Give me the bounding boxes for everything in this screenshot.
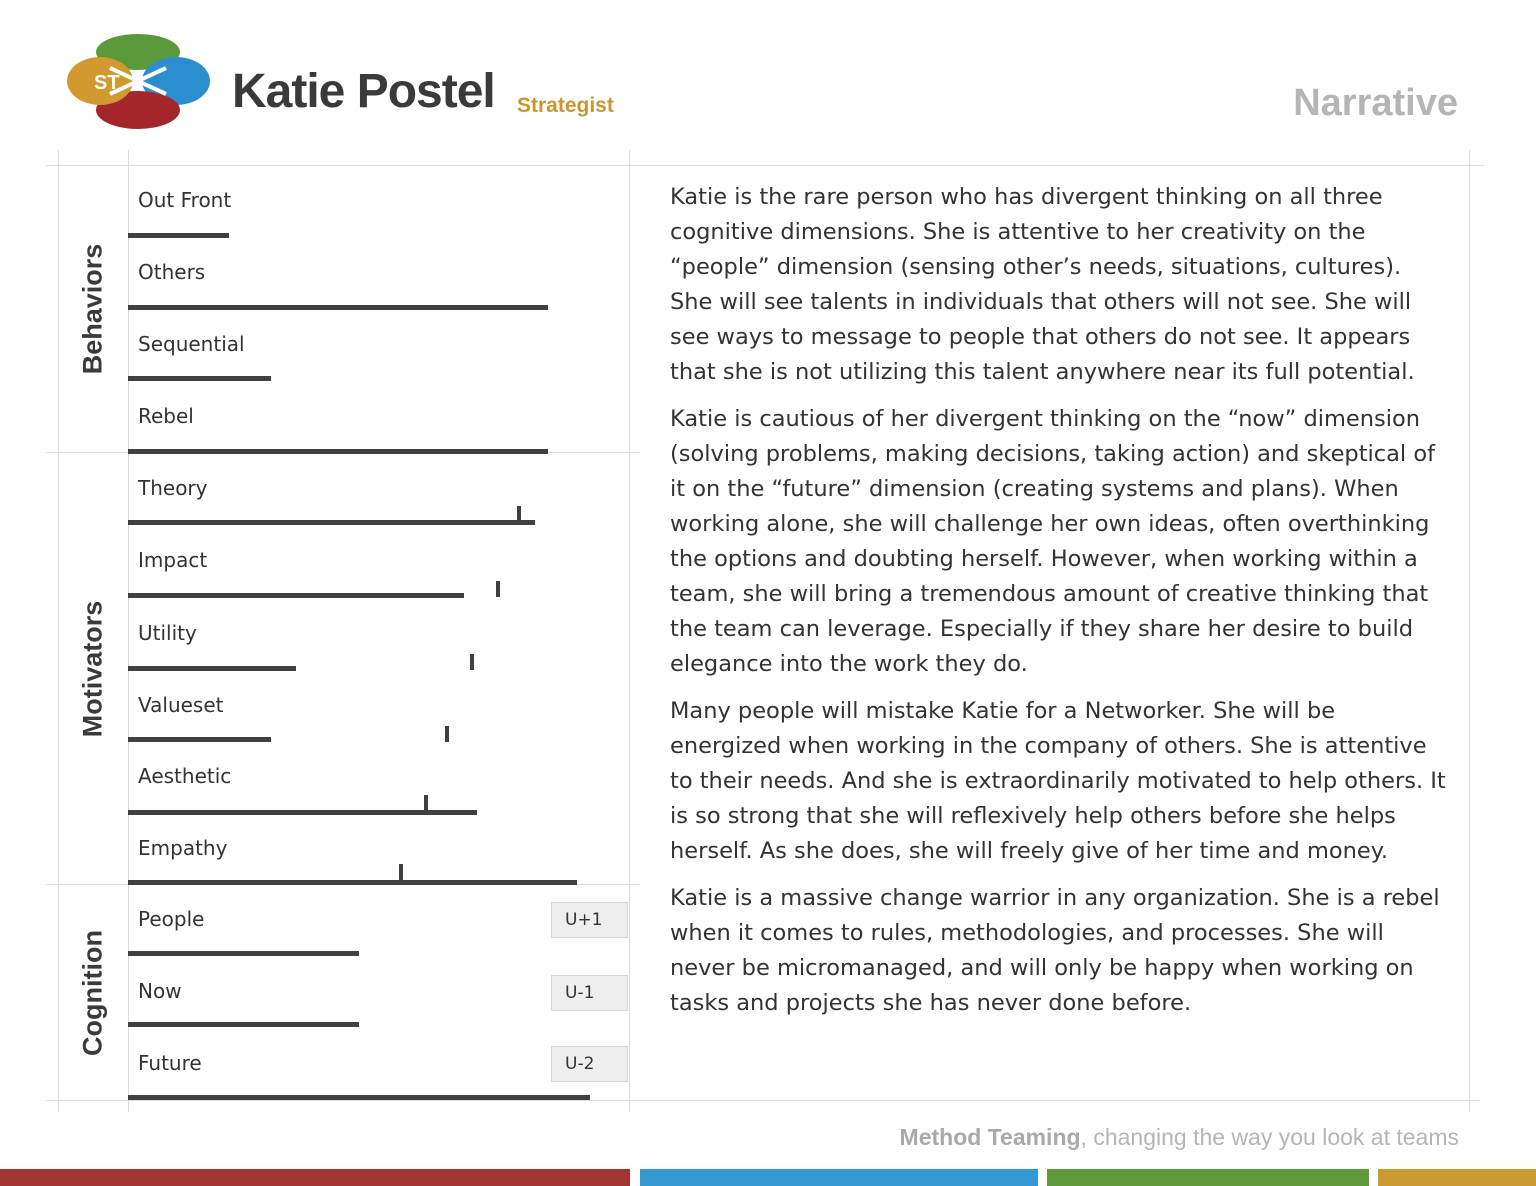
footer-tagline [900, 1124, 1459, 1151]
metric-bar [128, 233, 229, 238]
chart-column-border [629, 150, 630, 1112]
metric-marker [399, 864, 403, 880]
metric-bar [128, 880, 577, 885]
metric-bar [128, 951, 359, 956]
footer-stripe-blue [640, 1169, 1038, 1186]
footer-stripe-green [1047, 1169, 1369, 1186]
logo-text: ST [94, 72, 120, 94]
metric-marker [470, 654, 474, 670]
metric-bar [128, 376, 271, 381]
page-title: Narrative [1293, 82, 1458, 124]
metric-label-valueset: Valueset [138, 693, 224, 717]
metric-bar [128, 666, 296, 671]
metric-marker [445, 726, 449, 742]
metric-label-out-front: Out Front [138, 188, 232, 212]
section-label-cognition: Cognition [77, 930, 108, 1056]
left-border [58, 150, 59, 1112]
metric-label-utility: Utility [138, 621, 197, 645]
metric-label-rebel: Rebel [138, 404, 194, 428]
narrative-paragraph: Katie is cautious of her divergent thinking on the “now” dimension (solving problems, making decisions, taking action) and skeptical of it on the “future” dimension (creating systems and plans). When working alone, she will challenge her own ideas, often overthinking the options and doubting herself. However, when working within a team, she will bring a tremendous amount of creative thinking that the team can leverage. Especially if they share her desire to build elegance into the work they do. [670, 406, 1436, 677]
metric-bar [128, 737, 271, 742]
footer-brand: Method Teaming [899, 1124, 1081, 1150]
metric-label-now: Now [138, 979, 182, 1003]
person-name: Katie Postel [232, 65, 495, 118]
cognition-badge: U+1 [551, 902, 628, 938]
footer-stripe-gold [1378, 1169, 1536, 1186]
metric-marker [496, 581, 500, 597]
metric-label-others: Others [138, 260, 206, 284]
label-column-border [128, 150, 129, 1112]
metric-label-future: Future [138, 1051, 202, 1075]
section-label-behaviors: Behaviors [77, 243, 108, 375]
metric-bar [128, 593, 464, 598]
metric-marker [424, 795, 428, 811]
metric-label-empathy: Empathy [138, 836, 228, 860]
metric-bar [128, 1022, 359, 1027]
metric-bar [128, 449, 548, 454]
narrative-paragraph: Katie is a massive change warrior in any organization. She is a rebel when it comes to rules, methodologies, and processes. She will never be micromanaged, and will only be happy when working on tasks and projects she has never done before. [670, 885, 1440, 1016]
right-border [1469, 150, 1470, 1112]
top-divider [46, 165, 1484, 166]
cognition-badge: U-1 [551, 975, 628, 1011]
section-label-motivators: Motivators [77, 600, 108, 738]
narrative-paragraph: Katie is the rare person who has divergent thinking on all three cognitive dimensions. She is attentive to her creativity on the “people” dimension (sensing other’s needs, situations, cultures). She will see talents in individuals that others will not see. She will see ways to message to people that others do not see. It appears that she is not utilizing this talent anywhere near its full potential. [670, 184, 1415, 385]
st-logo [66, 32, 210, 130]
metric-label-theory: Theory [138, 476, 208, 500]
footer-tagline-text: , changing the way you look at teams [1080, 1124, 1459, 1150]
bottom-divider [46, 1100, 1480, 1101]
narrative-body [670, 180, 1450, 1033]
metric-marker [517, 506, 521, 522]
footer-stripe-red [0, 1169, 630, 1186]
metric-label-impact: Impact [138, 548, 208, 572]
narrative-paragraph: Many people will mistake Katie for a Networker. She will be energized when working in the company of others. She is attentive to their needs. And she is extraordinarily motivated to help others. It is so strong that she will reflexively help others before she helps herself. As she does, she will freely give of her time and money. [670, 698, 1446, 864]
role-title: Strategist [517, 94, 614, 117]
logo-petals-icon [66, 32, 210, 130]
metric-bar [128, 305, 548, 310]
metric-bar [128, 520, 535, 525]
metric-label-people: People [138, 907, 205, 931]
metric-label-sequential: Sequential [138, 332, 245, 356]
metric-label-aesthetic: Aesthetic [138, 764, 232, 788]
metric-bar [128, 1095, 590, 1100]
cognition-badge: U-2 [551, 1046, 628, 1082]
